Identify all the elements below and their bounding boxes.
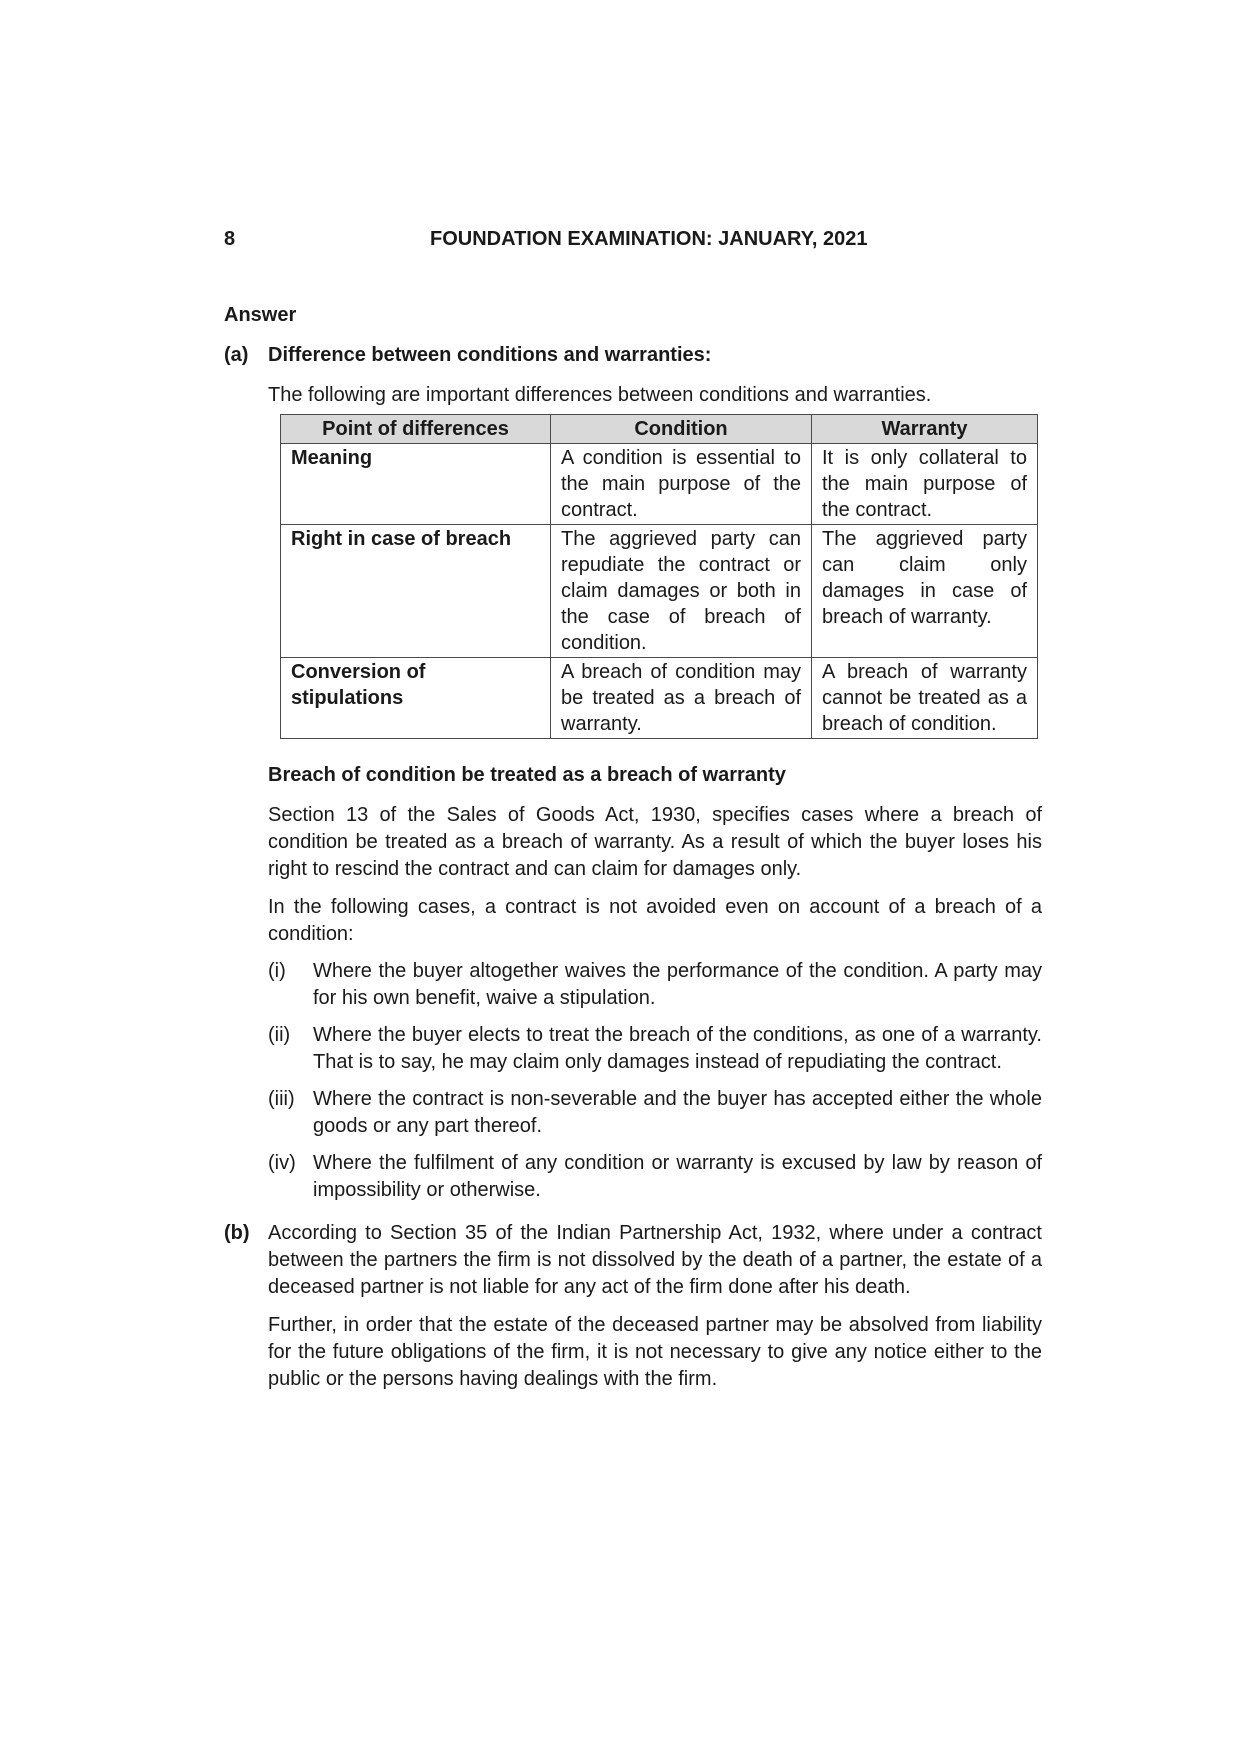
differences-table	[280, 414, 1038, 739]
list-item: Where the buyer altogether waives the performance of the condition. A party may for his own benefit, waive a stipulation.	[313, 960, 1042, 1009]
breach-subheading: Breach of condition be treated as a breach of warranty	[268, 764, 786, 786]
page-number: 8	[224, 228, 236, 250]
partnership-act-paragraph: According to Section 35 of the Indian Partnership Act, 1932, where under a contract between the partners the firm is not dissolved by the death of a partner, the estate of a deceased partner is not liable for any act of the firm done after his death.	[268, 1222, 1042, 1298]
list-item: Where the buyer elects to treat the breach of the conditions, as one of a warranty. That is to say, he may claim only damages instead of repudiating the contract.	[313, 1024, 1042, 1073]
table-row	[281, 525, 1038, 658]
estate-liability-paragraph: Further, in order that the estate of the deceased partner may be absolved from liability for the future obligations of the firm, it is not necessary to give any notice either to the public or the persons having dealings with the firm.	[268, 1314, 1042, 1390]
condition-cell: A breach of condition may be treated as a breach of warranty.	[551, 658, 812, 739]
answer-heading: Answer	[224, 304, 297, 326]
part-a-intro: The following are important differences between conditions and warranties.	[268, 384, 932, 406]
warranty-cell: It is only collateral to the main purpose of the contract.	[812, 444, 1038, 525]
row-label: Conversion of stipulations	[281, 658, 551, 739]
part-a-label: (a)	[224, 344, 249, 366]
part-a-heading: Difference between conditions and warranties:	[268, 344, 712, 366]
following-cases-paragraph: In the following cases, a contract is not avoided even on account of a breach of a condition:	[268, 896, 1042, 945]
warranty-cell: A breach of warranty cannot be treated as a breach of condition.	[812, 658, 1038, 739]
list-item-number: (ii)	[268, 1024, 291, 1046]
warranty-cell: The aggrieved party can claim only damages in case of breach of warranty.	[812, 525, 1038, 658]
page-header-title: FOUNDATION EXAMINATION: JANUARY, 2021	[430, 228, 868, 250]
table-row	[281, 444, 1038, 525]
list-item-number: (iii)	[268, 1088, 295, 1110]
part-b-label: (b)	[224, 1222, 250, 1244]
table-row	[281, 658, 1038, 739]
list-item-number: (i)	[268, 960, 286, 982]
header-warranty: Warranty	[812, 415, 1038, 444]
list-item: Where the contract is non-severable and the buyer has accepted either the whole goods or any part thereof.	[313, 1088, 1042, 1137]
header-condition: Condition	[551, 415, 812, 444]
list-item: Where the fulfilment of any condition or warranty is excused by law by reason of impossibility or otherwise.	[313, 1152, 1042, 1201]
condition-cell: The aggrieved party can repudiate the contract or claim damages or both in the case of breach of condition.	[551, 525, 812, 658]
condition-cell: A condition is essential to the main purpose of the contract.	[551, 444, 812, 525]
row-label: Right in case of breach	[281, 525, 551, 658]
section-13-paragraph: Section 13 of the Sales of Goods Act, 1930, specifies cases where a breach of condition be treated as a breach of warranty. As a result of which the buyer loses his right to rescind the contract and can claim for damages only.	[268, 804, 1042, 880]
table-header-row	[281, 415, 1038, 444]
header-point-of-differences: Point of differences	[281, 415, 551, 444]
list-item-number: (iv)	[268, 1152, 296, 1174]
row-label: Meaning	[281, 444, 551, 525]
